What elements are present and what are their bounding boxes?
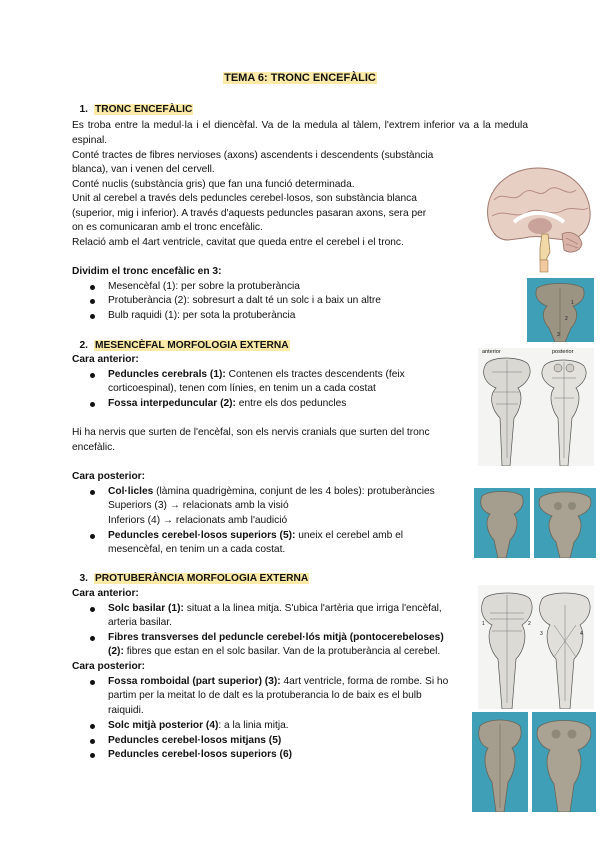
s1-para-4a: Unit al cerebel a través dels peduncles cerebel·losos, son substància blanca <box>72 193 417 204</box>
bullet <box>90 402 95 407</box>
s1-para-5: Relació amb el 4art ventricle, cavitat que queda entre el cerebel i el tronc. <box>72 237 404 248</box>
brainstem-drawing-ant-post <box>478 348 594 466</box>
bullet <box>90 607 95 612</box>
s3-post-item-2: Solc mitjà posterior (4): a la linia mitja. <box>108 720 289 731</box>
bullet <box>90 299 95 304</box>
s2-ant-item-2: Fossa interpeduncular (2): entre els dos peduncles <box>108 398 347 409</box>
bullet <box>90 285 95 290</box>
s1-item-2: Protuberància (2): sobresurt a dalt té un solc i a baix un altre <box>108 295 381 306</box>
s1-divide-heading: Dividim el tronc encefàlic en 3: <box>72 266 222 277</box>
s1-para-4c: on es comunicaran amb el tronc encefàlic. <box>72 222 263 233</box>
s2-ant-item-1-cont: corticoespinal), tenen com línies, en tenim un a cada costat <box>108 383 376 394</box>
s3-cara-posterior: Cara posterior: <box>72 661 146 672</box>
s3-post-item-3: Peduncles cerebel·losos mitjans (5) <box>108 735 282 746</box>
s2-ant-item-1: Peduncles cerebrals (1): Contenen els tractes descendents (feix <box>108 369 405 380</box>
bullet <box>90 724 95 729</box>
s3-post-item-4: Peduncles cerebel·losos superiors (6) <box>108 749 293 760</box>
svg-text:2: 2 <box>565 316 568 322</box>
s2-post-item-1-l3: Inferiors (4) → relacionats amb l'audició <box>108 515 288 526</box>
figure-label-anterior: anterior <box>482 349 501 355</box>
s1-para-2a: Conté tractes de fibres nervioses (axons) ascendents i descendents (substància <box>72 150 434 161</box>
bullet <box>90 739 95 744</box>
s3-ant-item-1-cont: arteria basilar. <box>108 617 172 628</box>
s2-nerves-1: Hi ha nervis que surten de l'encèfal, son els nervis cranials que surten del tronc <box>72 427 430 438</box>
svg-text:3: 3 <box>540 631 543 637</box>
bullet <box>90 314 95 319</box>
bullet <box>90 373 95 378</box>
section-3-heading: 3. PROTUBERÀNCIA MORFOLOGIA EXTERNA <box>79 573 309 584</box>
section-2-heading: 2. MESENCÈFAL MORFOLOGIA EXTERNA <box>79 340 289 351</box>
brain-sagittal-figure <box>478 160 596 278</box>
s1-item-3: Bulb raquidi (1): per sota la protuberància <box>108 310 296 321</box>
s2-nerves-2: encefàlic. <box>72 442 116 453</box>
s3-post-item-1-l2: partim per la meitat lo de dalt es la protuberancia lo de baix es el bulb <box>108 690 422 701</box>
s1-para-3: Conté nuclis (substància gris) que fan una funció determinada. <box>72 179 355 190</box>
brainstem-photo-2 <box>474 488 530 558</box>
s3-ant-item-1: Solc basilar (1): situat a la linea mitja. S'ubica l'artèria que irriga l'encèfal, <box>108 603 442 614</box>
page-title: TEMA 6: TRONC ENCEFÀLIC <box>224 72 376 84</box>
brainstem-photo-5 <box>532 712 596 812</box>
brainstem-drawing-svg <box>478 348 594 466</box>
brainstem-photo-3 <box>534 488 596 558</box>
s2-cara-posterior: Cara posterior: <box>72 471 146 482</box>
s1-para-4b: (superior, mig i inferior). A través d'aquests peduncles pasaran axons, sera per <box>72 208 427 219</box>
svg-text:1: 1 <box>482 621 485 627</box>
s1-para-2b: blanca), van i venen del cervell. <box>72 164 215 175</box>
s2-cara-anterior: Cara anterior: <box>72 354 139 365</box>
s1-para-1: Es troba entre la medul·la i el diencèfal. Va de la medula al tàlem, l'extrem inferior va a la medula espinal. <box>72 120 528 146</box>
pons-drawing-ant-post <box>478 585 594 709</box>
bullet <box>90 636 95 641</box>
bullet <box>90 753 95 758</box>
s3-post-item-1-l3: raiquidi. <box>108 705 144 716</box>
svg-text:1: 1 <box>571 300 574 306</box>
svg-text:3: 3 <box>557 332 560 338</box>
s2-post-item-2: Peduncles cerebel·losos superiors (5): uneix el cerebel amb el <box>108 530 404 541</box>
brainstem-photo-4 <box>472 712 528 812</box>
s2-post-item-1-l2: Superiors (3) → relacionats amb la visió <box>108 500 289 511</box>
bullet <box>90 490 95 495</box>
s1-item-1: Mesencèfal (1): per sobre la protuberància <box>108 281 300 292</box>
svg-text:2: 2 <box>528 621 531 627</box>
section-1-heading: 1. TRONC ENCEFÀLIC <box>79 104 193 115</box>
s3-cara-anterior: Cara anterior: <box>72 588 139 599</box>
bullet <box>90 680 95 685</box>
s3-post-item-1: Fossa romboidal (part superior) (3): 4art ventricle, forma de rombe. Si ho <box>108 676 449 687</box>
figure-label-posterior: posterior <box>552 349 574 355</box>
s3-ant-item-2: Fibres transverses del peduncle cerebel·lós mitjà (pontocerebeloses) <box>108 632 444 643</box>
bullet <box>90 534 95 539</box>
s3-ant-item-2-cont: (2): fibres que estan en el solc basilar. Van de la protuberància al cerebel. <box>108 646 441 657</box>
brainstem-photo-1 <box>527 278 594 342</box>
s2-post-item-1: Col·licles (làmina quadrigèmina, conjunt de les 4 boles): protuberàncies <box>108 486 435 497</box>
s2-post-item-2-cont: mesencèfal, en tenim un a cada costat. <box>108 544 286 555</box>
svg-text:4: 4 <box>580 631 583 637</box>
